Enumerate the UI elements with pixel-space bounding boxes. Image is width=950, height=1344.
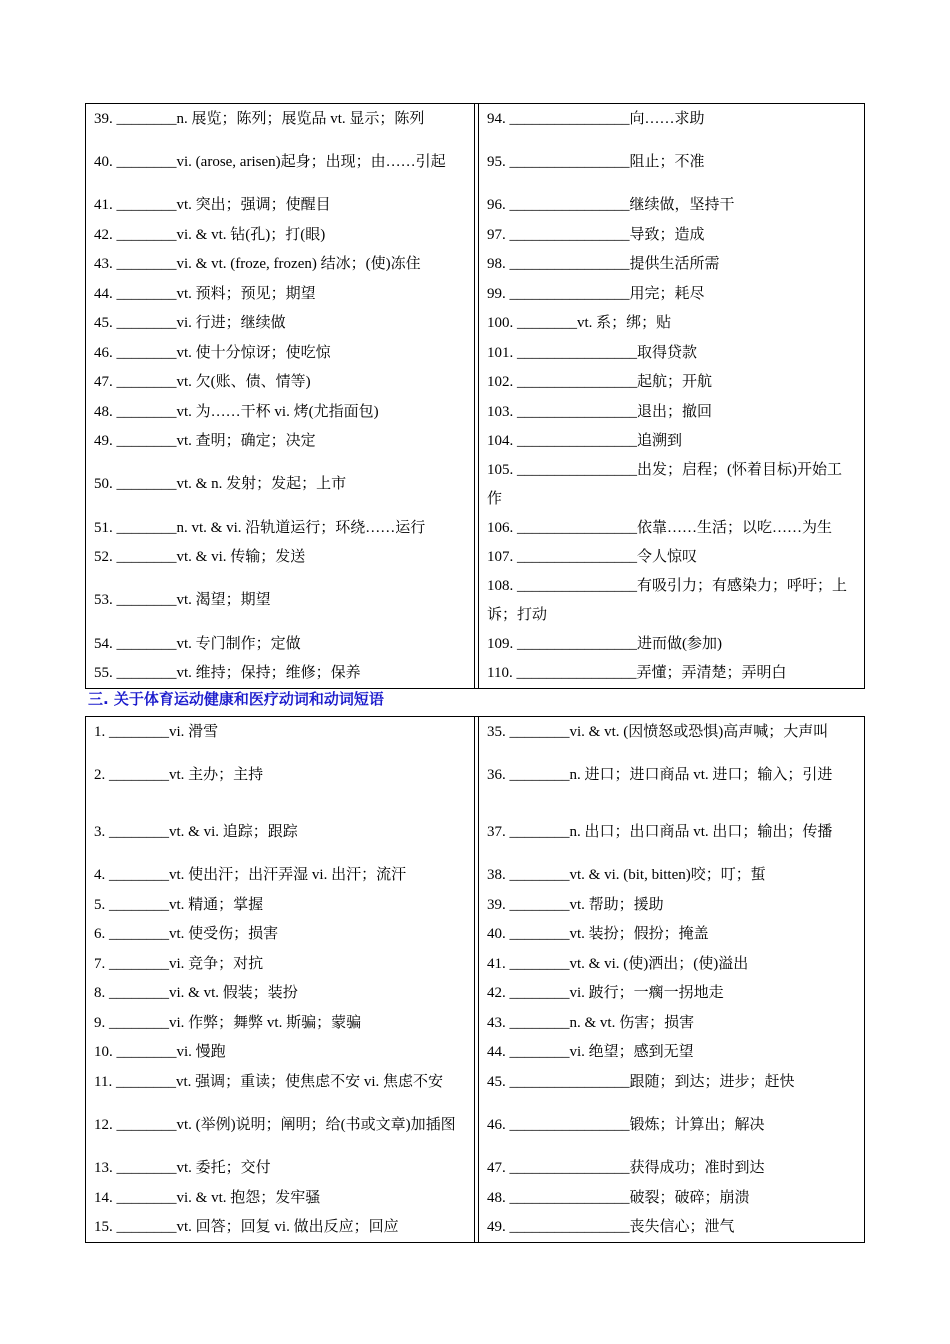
- vocab-entry: [86, 629, 474, 659]
- vocab-entry-text: 44. ________vi. 绝望；感到无望: [487, 1044, 694, 1060]
- vocab-entry-text: 1. ________vi. 滑雪: [94, 723, 219, 740]
- vocab-entry: [479, 513, 864, 543]
- vocab-entry: [479, 1213, 864, 1243]
- vocab-entry: [86, 309, 474, 339]
- vocab-entry: [86, 920, 474, 950]
- vocab-entry: [86, 279, 474, 309]
- vocab-entry: [479, 861, 864, 891]
- vocab-entry: [479, 191, 864, 221]
- vocab-entry: [479, 368, 864, 398]
- vocab-entry: [479, 659, 864, 689]
- vocab-entry: [86, 659, 474, 689]
- vocab-table-2: [85, 716, 865, 1243]
- vocab-entry: [86, 338, 474, 368]
- vocab-entry: [86, 513, 474, 543]
- vocab-entry: [479, 397, 864, 427]
- vocab-entry-text: 102. ________________起航；开航: [487, 374, 713, 390]
- vocab-entry-text: 6. ________vt. 使受伤；损害: [94, 926, 279, 942]
- vocab-entry-text: 10. ________vi. 慢跑: [94, 1044, 226, 1060]
- vocab-entry: [86, 861, 474, 891]
- vocab-entry: [86, 1183, 474, 1213]
- vocab-entry-text: 40. ________vt. 装扮；假扮；掩盖: [487, 926, 709, 942]
- vocab-entry-text: 94. ________________向……求助: [487, 110, 705, 127]
- vocab-entry-text: 40. ________vi. (arose, arisen)起身；出现；由……引起: [94, 153, 446, 170]
- vocab-entry: [479, 890, 864, 920]
- vocab-entry-text: 95. ________________阻止；不准: [487, 153, 705, 170]
- vocab-entry: [479, 747, 864, 804]
- vocab-entry: [86, 104, 474, 134]
- table2-right-column: [478, 717, 864, 1242]
- vocab-entry: [479, 279, 864, 309]
- vocab-entry-text: 48. ________vt. 为……干杯 vi. 烤(尤指面包): [94, 403, 379, 420]
- vocab-entry-text: 41. ________vt. 突出；强调；使醒目: [94, 197, 331, 213]
- vocab-entry: [479, 427, 864, 457]
- vocab-entry: [86, 368, 474, 398]
- vocab-entry: [479, 1154, 864, 1184]
- vocab-entry: [86, 456, 474, 513]
- vocab-table-1: [85, 103, 865, 689]
- vocab-entry: [86, 543, 474, 573]
- vocab-entry-text: 99. ________________用完；耗尽: [487, 285, 705, 302]
- vocab-entry-text: 49. ________vt. 查明；确定；决定: [94, 433, 316, 449]
- vocab-entry-text: 47. ________vt. 欠(账、债、情等): [94, 374, 311, 390]
- vocab-entry: [479, 338, 864, 368]
- vocab-entry-text: 14. ________vi. & vt. 抱怨；发牢骚: [94, 1189, 321, 1206]
- vocab-entry-text: 41. ________vt. & vi. (使)洒出；(使)溢出: [487, 955, 749, 972]
- vocab-entry: [86, 717, 474, 747]
- vocab-entry: [86, 427, 474, 457]
- vocab-entry-text: 46. ________________锻炼；计算出；解决: [487, 1116, 765, 1133]
- vocab-entry-text: 54. ________vt. 专门制作；定做: [94, 635, 301, 652]
- vocab-entry-text: 43. ________n. & vt. 伤害；损害: [487, 1014, 695, 1031]
- vocab-entry: [479, 717, 864, 747]
- vocab-entry-text: 98. ________________提供生活所需: [487, 256, 720, 272]
- vocab-entry: [479, 1067, 864, 1097]
- vocab-entry: [479, 1038, 864, 1068]
- vocab-entry-text: 53. ________vt. 渴望；期望: [94, 592, 271, 609]
- vocab-entry-text: 12. ________vt. (举例)说明；阐明；给(书或文章)加插图: [94, 1116, 456, 1133]
- vocab-entry-text: 44. ________vt. 预料；预见；期望: [94, 285, 316, 302]
- vocab-entry: [479, 134, 864, 191]
- vocab-entry-text: 48. ________________破裂；破碎；崩溃: [487, 1189, 750, 1206]
- vocab-entry-text: 51. ________n. vt. & vi. 沿轨道运行；环绕……运行: [94, 519, 426, 536]
- vocab-entry: [86, 1067, 474, 1097]
- vocab-entry-text: 35. ________vi. & vt. (因愤怒或恐惧)高声喊；大声叫: [487, 723, 829, 740]
- vocab-entry: [479, 979, 864, 1009]
- vocab-entry-text: 4. ________vt. 使出汗；出汗弄湿 vi. 出汗；流汗: [94, 867, 407, 883]
- vocab-entry-text: 3. ________vt. & vi. 追踪；跟踪: [94, 823, 298, 840]
- vocab-entry-text: 101. ________________取得贷款: [487, 344, 698, 361]
- vocab-entry: [479, 309, 864, 339]
- vocab-entry-text: 110. ________________弄懂；弄清楚；弄明白: [487, 665, 787, 681]
- vocab-entry: [479, 1008, 864, 1038]
- vocab-entry-text: 104. ________________追溯到: [487, 433, 683, 449]
- vocab-entry: [86, 1038, 474, 1068]
- vocab-entry-text: 49. ________________丧失信心；泄气: [487, 1219, 735, 1235]
- vocab-entry-text: 11. ________vt. 强调；重读；使焦虑不安 vi. 焦虑不安: [94, 1073, 444, 1090]
- vocab-entry: [86, 1008, 474, 1038]
- vocab-entry: [86, 220, 474, 250]
- section-title: 三. 关于体育运动健康和医疗动词和动词短语: [88, 690, 384, 708]
- vocab-entry-text: 39. ________vt. 帮助；援助: [487, 896, 664, 913]
- vocab-entry: [86, 747, 474, 804]
- vocab-entry-text: 107. ________________令人惊叹: [487, 549, 698, 565]
- vocab-entry-text: 45. ________vi. 行进；继续做: [94, 315, 286, 331]
- vocab-entry-text: 8. ________vi. & vt. 假装；装扮: [94, 985, 298, 1001]
- table2-left-column: [86, 717, 475, 1242]
- vocab-entry-text: 42. ________vi. 跛行；一瘸一拐地走: [487, 985, 724, 1001]
- vocab-entry: [479, 456, 864, 513]
- vocab-entry: [479, 804, 864, 861]
- vocab-entry-text: 9. ________vi. 作弊；舞弊 vt. 斯骗；蒙骗: [94, 1014, 362, 1031]
- vocab-entry: [479, 629, 864, 659]
- vocab-entry-text: 38. ________vt. & vi. (bit, bitten)咬；叮；蜇: [487, 867, 766, 883]
- vocab-entry: [86, 1213, 474, 1243]
- vocab-entry-text: 106. ________________依靠……生活；以吃……为生: [487, 519, 833, 536]
- vocab-entry-text: 47. ________________获得成功；准时到达: [487, 1160, 765, 1176]
- vocab-entry: [479, 104, 864, 134]
- vocab-entry-text: 5. ________vt. 精通；掌握: [94, 896, 264, 913]
- vocab-entry-text: 15. ________vt. 回答；回复 vi. 做出反应；回应: [94, 1219, 399, 1235]
- vocab-entry: [86, 949, 474, 979]
- vocab-entry: [479, 220, 864, 250]
- vocab-entry-text: 37. ________n. 出口；出口商品 vt. 出口；输出；传播: [487, 823, 833, 840]
- vocab-entry-text: 2. ________vt. 主办；主持: [94, 766, 264, 783]
- vocab-entry: [86, 572, 474, 629]
- vocab-entry-text: 39. ________n. 展览；陈列；展览品 vt. 显示；陈列: [94, 110, 425, 127]
- vocab-entry: [86, 397, 474, 427]
- vocab-entry-text: 46. ________vt. 使十分惊讶；使吃惊: [94, 344, 331, 361]
- vocab-entry-text: 7. ________vi. 竞争；对抗: [94, 955, 264, 972]
- vocab-entry-text: 50. ________vt. & n. 发射；发起；上市: [94, 476, 347, 493]
- table1-left-column: [86, 104, 475, 688]
- vocab-entry-text: 96. ________________继续做，坚持干: [487, 197, 735, 213]
- vocab-entry-text: 55. ________vt. 维持；保持；维修；保养: [94, 665, 361, 681]
- vocab-entry: [479, 250, 864, 280]
- vocab-entry-text: 97. ________________导致；造成: [487, 226, 705, 243]
- vocab-entry: [86, 1097, 474, 1154]
- vocab-entry-text: 52. ________vt. & vi. 传输；发送: [94, 549, 306, 565]
- vocab-entry-text: 100. ________vt. 系；绑；贴: [487, 315, 672, 331]
- vocab-entry: [86, 250, 474, 280]
- vocab-entry-text: 13. ________vt. 委托；交付: [94, 1160, 271, 1176]
- vocab-entry-text: 45. ________________跟随；到达；进步；赶快: [487, 1073, 795, 1090]
- vocab-entry: [479, 543, 864, 573]
- vocab-entry-text: 42. ________vi. & vt. 钻(孔)；打(眼): [94, 226, 326, 243]
- vocab-entry-text: 103. ________________退出；撤回: [487, 403, 713, 420]
- vocab-entry-text: 109. ________________进而做(参加): [487, 635, 722, 652]
- vocab-entry: [479, 1183, 864, 1213]
- vocab-entry-text: 105. ________________出发；启程；(怀着目标)开始工作: [487, 462, 842, 507]
- vocab-entry: [86, 134, 474, 191]
- vocab-entry: [479, 920, 864, 950]
- vocab-entry-text: 43. ________vi. & vt. (froze, frozen) 结冰；(使)冻住: [94, 256, 421, 272]
- vocab-entry: [86, 890, 474, 920]
- table1-right-column: [478, 104, 864, 688]
- vocab-entry: [479, 572, 864, 629]
- vocab-entry-text: 36. ________n. 进口；进口商品 vt. 进口；输入；引进: [487, 766, 833, 783]
- vocab-entry-text: 108. ________________有吸引力；有感染力；呼吁；上诉；打动: [487, 578, 848, 623]
- vocab-entry: [86, 191, 474, 221]
- vocab-entry: [86, 1154, 474, 1184]
- vocab-entry: [479, 949, 864, 979]
- vocab-entry: [479, 1097, 864, 1154]
- vocab-entry: [86, 979, 474, 1009]
- vocab-entry: [86, 804, 474, 861]
